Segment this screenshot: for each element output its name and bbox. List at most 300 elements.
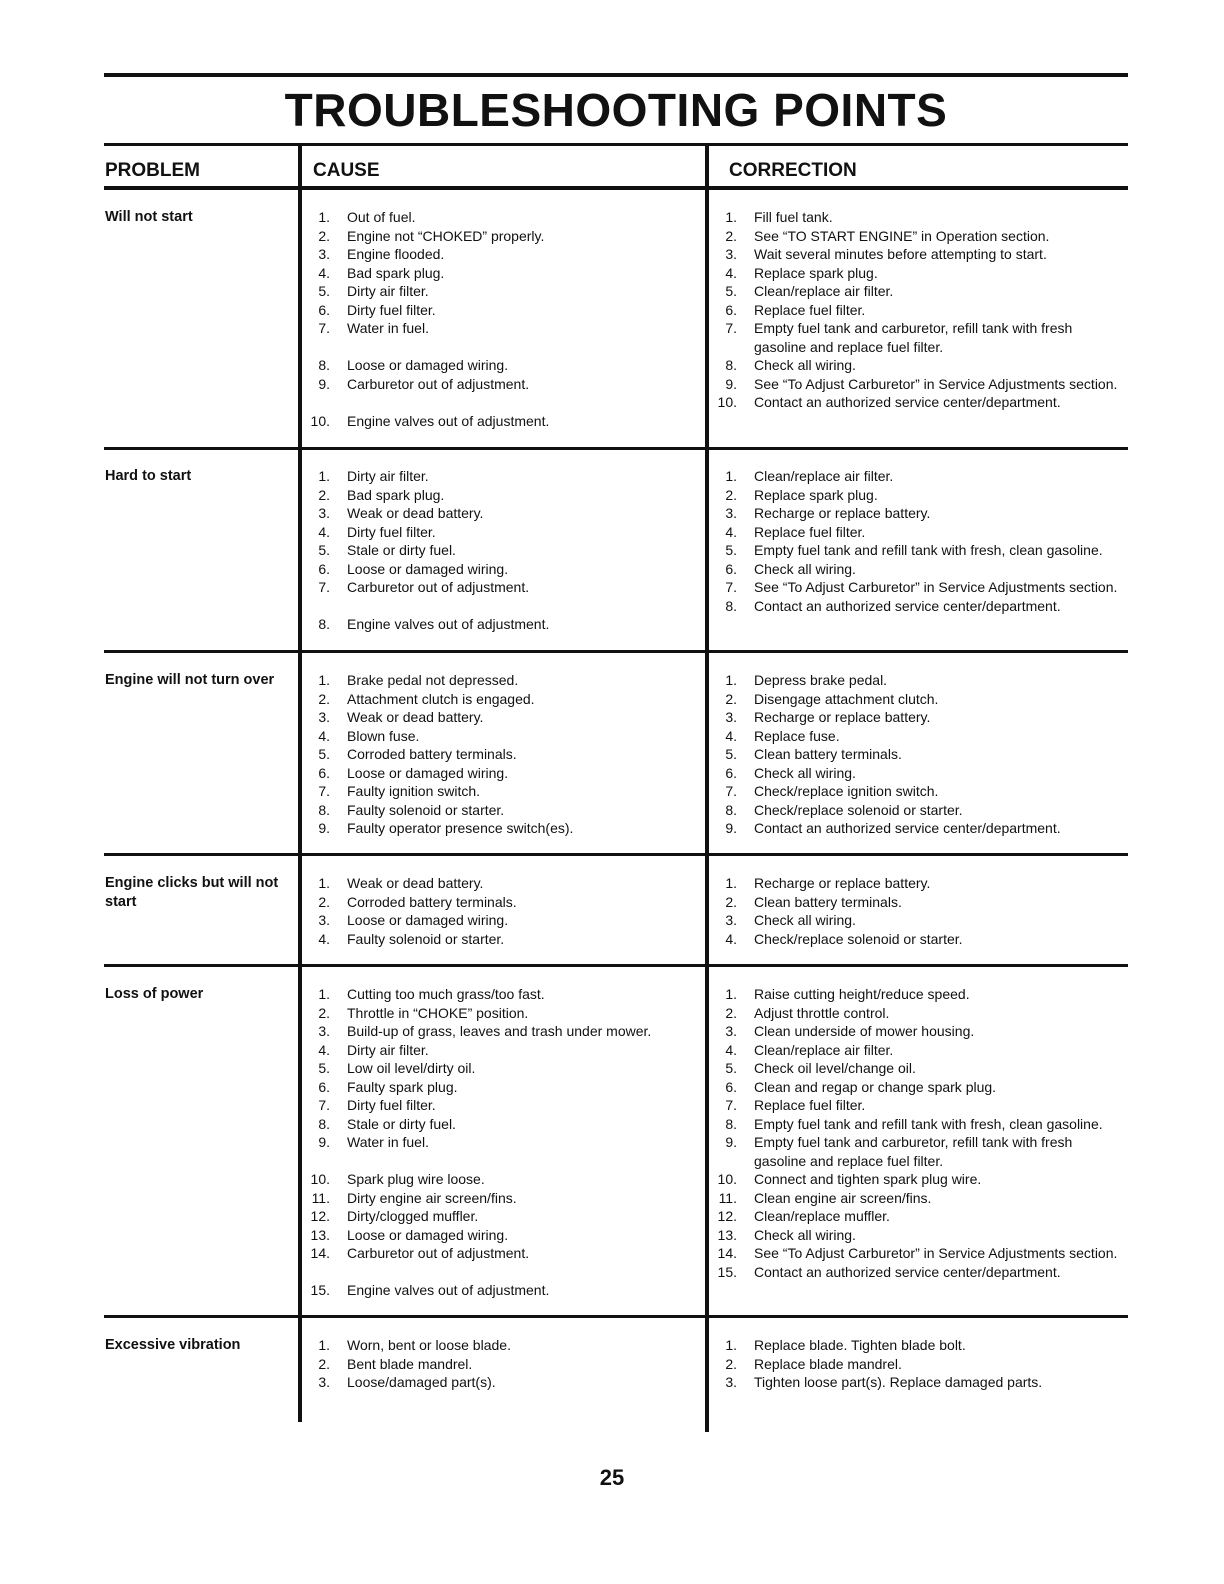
correction-text: Check all wiring. bbox=[754, 1226, 856, 1243]
correction-list bbox=[713, 985, 1123, 1281]
correction-text: Disengage attachment clutch. bbox=[754, 690, 939, 707]
cause-item bbox=[306, 1041, 696, 1060]
correction-item bbox=[713, 1189, 1123, 1208]
correction-text: Check oil level/change oil. bbox=[754, 1060, 916, 1076]
correction-item bbox=[713, 1336, 1123, 1355]
correction-number: 4. bbox=[725, 1041, 737, 1058]
cause-number: 6. bbox=[318, 764, 330, 781]
correction-text: Replace fuel filter. bbox=[754, 523, 866, 540]
correction-item bbox=[713, 1244, 1123, 1263]
cause-item bbox=[306, 208, 696, 227]
correction-number: 1. bbox=[725, 672, 737, 688]
correction-text: Contact an authorized service center/department. bbox=[754, 394, 1061, 410]
cause-item bbox=[306, 504, 696, 523]
cause-text: Loose or damaged wiring. bbox=[347, 560, 509, 577]
cause-item bbox=[306, 801, 696, 820]
cause-number: 2. bbox=[318, 1355, 330, 1372]
page-number: 25 bbox=[599, 1465, 625, 1490]
cause-number: 7. bbox=[318, 1097, 330, 1113]
cause-number: 9. bbox=[318, 820, 330, 836]
cause-item bbox=[306, 486, 696, 505]
cause-text: Engine valves out of adjustment. bbox=[347, 616, 550, 632]
correction-number: 4. bbox=[725, 930, 737, 947]
correction-number: 7. bbox=[725, 320, 737, 336]
correction-list bbox=[713, 671, 1123, 838]
problem-label: Excessive vibration bbox=[105, 1337, 241, 1353]
cause-text: Weak or dead battery. bbox=[347, 709, 484, 725]
correction-item bbox=[713, 504, 1123, 523]
correction-text: Check all wiring. bbox=[754, 912, 856, 928]
cause-number: 10. bbox=[310, 412, 330, 429]
cause-item bbox=[306, 727, 696, 746]
correction-number: 12. bbox=[717, 1208, 737, 1224]
correction-item bbox=[713, 486, 1123, 505]
cause-text: Corroded battery terminals. bbox=[347, 893, 517, 910]
correction-item bbox=[713, 375, 1123, 394]
correction-item bbox=[713, 764, 1123, 783]
correction-text: Check/replace solenoid or starter. bbox=[754, 930, 963, 947]
correction-text: Replace blade. Tighten blade bolt. bbox=[754, 1337, 966, 1353]
correction-text: Clean engine air screen/fins. bbox=[754, 1189, 932, 1206]
correction-number: 5. bbox=[725, 746, 737, 762]
correction-text: Clean and regap or change spark plug. bbox=[754, 1078, 997, 1095]
correction-number: 7. bbox=[725, 579, 737, 595]
cause-item bbox=[306, 911, 696, 930]
cause-number: 1. bbox=[318, 468, 330, 484]
header-rule bbox=[104, 186, 1128, 190]
correction-number: 13. bbox=[717, 1226, 737, 1243]
correction-number: 1. bbox=[725, 1337, 737, 1353]
correction-number: 14. bbox=[717, 1245, 737, 1261]
cause-item bbox=[306, 467, 696, 486]
cause-text: Bad spark plug. bbox=[347, 486, 445, 503]
cause-number: 3. bbox=[318, 505, 330, 521]
cause-number: 3. bbox=[318, 1023, 330, 1039]
cause-text: Loose or damaged wiring. bbox=[347, 764, 509, 781]
cause-item bbox=[306, 227, 696, 246]
cause-item bbox=[306, 1115, 696, 1134]
cause-text: Cutting too much grass/too fast. bbox=[347, 986, 545, 1002]
cause-list bbox=[306, 467, 696, 634]
correction-item bbox=[713, 356, 1123, 375]
cause-list bbox=[306, 874, 696, 948]
cause-item bbox=[306, 708, 696, 727]
correction-item bbox=[713, 1263, 1123, 1282]
correction-item bbox=[713, 819, 1123, 838]
cause-item bbox=[306, 1207, 696, 1226]
cause-number: 5. bbox=[318, 542, 330, 558]
correction-number: 8. bbox=[725, 597, 737, 614]
cause-text: Blown fuse. bbox=[347, 727, 420, 744]
cause-number: 7. bbox=[318, 783, 330, 799]
correction-number: 6. bbox=[725, 301, 737, 318]
cause-number: 3. bbox=[318, 912, 330, 928]
cause-item bbox=[306, 1244, 696, 1263]
cause-text: Loose or damaged wiring. bbox=[347, 912, 509, 928]
cause-item bbox=[306, 1281, 696, 1300]
correction-item bbox=[713, 319, 1123, 356]
cause-text: Corroded battery terminals. bbox=[347, 746, 517, 762]
cause-item bbox=[306, 1355, 696, 1374]
cause-number: 3. bbox=[318, 246, 330, 262]
correction-text: Clean underside of mower housing. bbox=[754, 1023, 975, 1039]
cause-number: 8. bbox=[318, 1115, 330, 1132]
cause-number: 9. bbox=[318, 375, 330, 392]
cause-number: 7. bbox=[318, 320, 330, 336]
correction-text: Check all wiring. bbox=[754, 357, 856, 373]
correction-text: Connect and tighten spark plug wire. bbox=[754, 1171, 982, 1187]
cause-list bbox=[306, 985, 696, 1300]
correction-item bbox=[713, 208, 1123, 227]
cause-item bbox=[306, 930, 696, 949]
correction-number: 3. bbox=[725, 709, 737, 725]
cause-number: 12. bbox=[310, 1208, 330, 1224]
correction-item bbox=[713, 801, 1123, 820]
row-separator bbox=[104, 1315, 1128, 1318]
cause-item bbox=[306, 764, 696, 783]
cause-text: Engine not “CHOKED” properly. bbox=[347, 227, 545, 244]
correction-number: 8. bbox=[725, 357, 737, 373]
cause-number: 4. bbox=[318, 727, 330, 744]
correction-item bbox=[713, 1096, 1123, 1115]
correction-list bbox=[713, 467, 1123, 615]
correction-number: 3. bbox=[725, 1023, 737, 1039]
correction-item bbox=[713, 1170, 1123, 1189]
cause-text: Faulty operator presence switch(es). bbox=[347, 820, 574, 836]
correction-text: Depress brake pedal. bbox=[754, 672, 888, 688]
cause-item bbox=[306, 412, 696, 431]
cause-text: Loose or damaged wiring. bbox=[347, 1226, 509, 1243]
correction-number: 3. bbox=[725, 246, 737, 262]
cause-number: 4. bbox=[318, 264, 330, 281]
correction-text: Check all wiring. bbox=[754, 764, 856, 781]
cause-text: Dirty fuel filter. bbox=[347, 301, 436, 318]
cause-item bbox=[306, 1373, 696, 1392]
cause-text: Water in fuel. bbox=[347, 1134, 429, 1150]
correction-text: Replace fuel filter. bbox=[754, 301, 866, 318]
correction-text: Replace fuel filter. bbox=[754, 1097, 866, 1113]
cause-text: Out of fuel. bbox=[347, 209, 416, 225]
correction-item bbox=[713, 541, 1123, 560]
cause-item bbox=[306, 1022, 696, 1041]
cause-text: Bent blade mandrel. bbox=[347, 1355, 473, 1372]
correction-item bbox=[713, 893, 1123, 912]
cause-text: Carburetor out of adjustment. bbox=[347, 579, 530, 595]
page-title: TROUBLESHOOTING POINTS bbox=[284, 84, 948, 136]
correction-item bbox=[713, 1022, 1123, 1041]
correction-number: 6. bbox=[725, 560, 737, 577]
correction-text: Empty fuel tank and carburetor, refill tank with fresh gasoline and replace fuel filter. bbox=[754, 1134, 1073, 1169]
cause-number: 6. bbox=[318, 560, 330, 577]
cause-number: 14. bbox=[310, 1245, 330, 1261]
correction-number: 2. bbox=[725, 486, 737, 503]
cause-number: 2. bbox=[318, 227, 330, 244]
correction-item bbox=[713, 1207, 1123, 1226]
correction-number: 9. bbox=[725, 1134, 737, 1150]
correction-text: Check/replace ignition switch. bbox=[754, 783, 939, 799]
cause-number: 8. bbox=[318, 801, 330, 818]
cause-text: Dirty fuel filter. bbox=[347, 523, 436, 540]
cause-item bbox=[306, 1170, 696, 1189]
header-problem: PROBLEM bbox=[105, 160, 200, 181]
header-cause: CAUSE bbox=[313, 160, 380, 181]
cause-text: Brake pedal not depressed. bbox=[347, 672, 519, 688]
cause-number: 11. bbox=[311, 1189, 330, 1206]
cause-number: 2. bbox=[318, 893, 330, 910]
correction-item bbox=[713, 282, 1123, 301]
correction-number: 3. bbox=[725, 912, 737, 928]
cause-text: Dirty fuel filter. bbox=[347, 1097, 436, 1113]
cause-text: Loose/damaged part(s). bbox=[347, 1374, 496, 1390]
correction-item bbox=[713, 1059, 1123, 1078]
correction-number: 9. bbox=[725, 820, 737, 836]
correction-text: Tighten loose part(s). Replace damaged parts. bbox=[754, 1374, 1043, 1390]
cause-item bbox=[306, 301, 696, 320]
correction-item bbox=[713, 227, 1123, 246]
problem-label: Loss of power bbox=[105, 986, 204, 1002]
correction-item bbox=[713, 690, 1123, 709]
cause-text: Faulty solenoid or starter. bbox=[347, 801, 505, 818]
cause-item bbox=[306, 1189, 696, 1208]
cause-number: 6. bbox=[318, 1078, 330, 1095]
cause-item bbox=[306, 745, 696, 764]
correction-number: 4. bbox=[725, 727, 737, 744]
cause-text: Dirty engine air screen/fins. bbox=[347, 1189, 517, 1206]
top-rule bbox=[104, 73, 1128, 77]
cause-text: Faulty solenoid or starter. bbox=[347, 930, 505, 947]
cause-number: 7. bbox=[318, 579, 330, 595]
correction-number: 4. bbox=[725, 264, 737, 281]
cause-item bbox=[306, 1133, 696, 1152]
cause-text: Loose or damaged wiring. bbox=[347, 357, 509, 373]
correction-text: Check/replace solenoid or starter. bbox=[754, 801, 963, 818]
cause-text: Spark plug wire loose. bbox=[347, 1171, 485, 1187]
correction-number: 2. bbox=[725, 690, 737, 707]
cause-number: 1. bbox=[318, 986, 330, 1002]
correction-number: 8. bbox=[725, 1115, 737, 1132]
cause-text: Build-up of grass, leaves and trash under mower. bbox=[347, 1023, 652, 1039]
correction-text: Raise cutting height/reduce speed. bbox=[754, 986, 970, 1002]
correction-item bbox=[713, 874, 1123, 893]
cause-item bbox=[306, 560, 696, 579]
cause-number: 2. bbox=[318, 486, 330, 503]
cause-number: 5. bbox=[318, 283, 330, 299]
cause-text: Low oil level/dirty oil. bbox=[347, 1060, 476, 1076]
correction-item bbox=[713, 930, 1123, 949]
cause-item bbox=[306, 1059, 696, 1078]
correction-number: 4. bbox=[725, 523, 737, 540]
row-separator bbox=[104, 853, 1128, 856]
correction-text: Clean/replace air filter. bbox=[754, 1041, 894, 1058]
header-correction: CORRECTION bbox=[729, 160, 857, 181]
correction-item bbox=[713, 671, 1123, 690]
correction-text: Clean battery terminals. bbox=[754, 893, 902, 910]
correction-text: See “TO START ENGINE” in Operation section. bbox=[754, 227, 1050, 244]
correction-text: Replace blade mandrel. bbox=[754, 1355, 902, 1372]
cause-text: Engine valves out of adjustment. bbox=[347, 412, 550, 429]
cause-number: 10. bbox=[310, 1171, 330, 1187]
cause-number: 6. bbox=[318, 301, 330, 318]
correction-item bbox=[713, 467, 1123, 486]
cause-number: 4. bbox=[318, 1041, 330, 1058]
correction-text: See “To Adjust Carburetor” in Service Adjustments section. bbox=[754, 375, 1118, 392]
cause-text: Attachment clutch is engaged. bbox=[347, 690, 535, 707]
correction-text: Replace spark plug. bbox=[754, 264, 878, 281]
cause-item bbox=[306, 819, 696, 838]
cause-text: Faulty ignition switch. bbox=[347, 783, 481, 799]
cause-item bbox=[306, 893, 696, 912]
cause-number: 1. bbox=[318, 1337, 330, 1353]
cause-text: Stale or dirty fuel. bbox=[347, 542, 456, 558]
cause-item bbox=[306, 1078, 696, 1097]
correction-number: 6. bbox=[725, 1078, 737, 1095]
correction-item bbox=[713, 301, 1123, 320]
cause-list bbox=[306, 1336, 696, 1392]
cause-item bbox=[306, 1096, 696, 1115]
correction-item bbox=[713, 1041, 1123, 1060]
correction-item bbox=[713, 1355, 1123, 1374]
correction-number: 1. bbox=[725, 209, 737, 225]
cause-item bbox=[306, 523, 696, 542]
cause-number: 1. bbox=[318, 875, 330, 891]
correction-number: 8. bbox=[725, 801, 737, 818]
correction-item bbox=[713, 708, 1123, 727]
correction-item bbox=[713, 523, 1123, 542]
cause-text: Dirty air filter. bbox=[347, 1041, 429, 1058]
cause-item bbox=[306, 690, 696, 709]
cause-number: 9. bbox=[318, 1134, 330, 1150]
cause-item bbox=[306, 541, 696, 560]
cause-list bbox=[306, 671, 696, 838]
correction-number: 1. bbox=[725, 875, 737, 891]
correction-item bbox=[713, 911, 1123, 930]
cause-item bbox=[306, 319, 696, 338]
cause-item bbox=[306, 615, 696, 634]
correction-text: Empty fuel tank and carburetor, refill tank with fresh gasoline and replace fuel filter. bbox=[754, 320, 1073, 355]
correction-list bbox=[713, 1336, 1123, 1392]
cause-text: Throttle in “CHOKE” position. bbox=[347, 1004, 529, 1021]
correction-text: Contact an authorized service center/department. bbox=[754, 1263, 1061, 1280]
cause-text: Dirty air filter. bbox=[347, 283, 429, 299]
cause-text: Bad spark plug. bbox=[347, 264, 445, 281]
cause-text: Faulty spark plug. bbox=[347, 1078, 458, 1095]
cause-item bbox=[306, 782, 696, 801]
correction-text: Contact an authorized service center/department. bbox=[754, 820, 1061, 836]
correction-number: 2. bbox=[725, 1355, 737, 1372]
cause-text: Engine valves out of adjustment. bbox=[347, 1282, 550, 1298]
correction-number: 2. bbox=[725, 1004, 737, 1021]
correction-number: 2. bbox=[725, 227, 737, 244]
cause-text: Dirty air filter. bbox=[347, 468, 429, 484]
cause-number: 1. bbox=[318, 672, 330, 688]
correction-number: 7. bbox=[725, 783, 737, 799]
correction-text: Empty fuel tank and refill tank with fresh, clean gasoline. bbox=[754, 1115, 1103, 1132]
correction-item bbox=[713, 578, 1123, 597]
correction-number: 9. bbox=[725, 375, 737, 392]
cause-number: 8. bbox=[318, 616, 330, 632]
correction-item bbox=[713, 1115, 1123, 1134]
correction-text: Clean/replace muffler. bbox=[754, 1208, 890, 1224]
correction-item bbox=[713, 393, 1123, 412]
correction-number: 1. bbox=[725, 468, 737, 484]
row-separator bbox=[104, 650, 1128, 653]
correction-text: See “To Adjust Carburetor” in Service Adjustments section. bbox=[754, 579, 1118, 595]
cause-item bbox=[306, 245, 696, 264]
correction-text: Recharge or replace battery. bbox=[754, 709, 931, 725]
correction-number: 7. bbox=[725, 1097, 737, 1113]
correction-item bbox=[713, 264, 1123, 283]
correction-number: 10. bbox=[717, 394, 737, 410]
correction-number: 5. bbox=[725, 542, 737, 558]
cause-item bbox=[306, 1336, 696, 1355]
correction-text: Fill fuel tank. bbox=[754, 209, 833, 225]
correction-text: Empty fuel tank and refill tank with fresh, clean gasoline. bbox=[754, 542, 1103, 558]
correction-item bbox=[713, 1133, 1123, 1170]
column-divider-cause bbox=[298, 146, 302, 1422]
cause-item bbox=[306, 1226, 696, 1245]
column-divider-correction bbox=[705, 146, 709, 1432]
cause-text: Stale or dirty fuel. bbox=[347, 1115, 456, 1132]
problem-label: Engine will not turn over bbox=[105, 672, 275, 688]
correction-item bbox=[713, 1004, 1123, 1023]
correction-item bbox=[713, 1078, 1123, 1097]
correction-text: Wait several minutes before attempting to start. bbox=[754, 246, 1047, 262]
correction-text: Check all wiring. bbox=[754, 560, 856, 577]
cause-item bbox=[306, 356, 696, 375]
cause-item bbox=[306, 671, 696, 690]
correction-number: 15. bbox=[717, 1263, 737, 1280]
cause-number: 8. bbox=[318, 357, 330, 373]
correction-list bbox=[713, 874, 1123, 948]
correction-number: 5. bbox=[725, 283, 737, 299]
cause-text: Weak or dead battery. bbox=[347, 505, 484, 521]
cause-item bbox=[306, 282, 696, 301]
cause-number: 4. bbox=[318, 930, 330, 947]
correction-text: See “To Adjust Carburetor” in Service Adjustments section. bbox=[754, 1245, 1118, 1261]
correction-text: Clean battery terminals. bbox=[754, 746, 902, 762]
correction-text: Recharge or replace battery. bbox=[754, 505, 931, 521]
cause-text: Engine flooded. bbox=[347, 246, 445, 262]
correction-item bbox=[713, 245, 1123, 264]
correction-list bbox=[713, 208, 1123, 412]
cause-number: 3. bbox=[318, 1374, 330, 1390]
correction-text: Recharge or replace battery. bbox=[754, 875, 931, 891]
cause-item bbox=[306, 578, 696, 597]
cause-number: 15. bbox=[310, 1282, 330, 1298]
correction-item bbox=[713, 1373, 1123, 1392]
problem-label: Hard to start bbox=[105, 468, 192, 484]
cause-number: 1. bbox=[318, 209, 330, 225]
cause-number: 5. bbox=[318, 746, 330, 762]
cause-item bbox=[306, 375, 696, 394]
cause-number: 2. bbox=[318, 1004, 330, 1021]
correction-text: Replace fuse. bbox=[754, 727, 840, 744]
cause-text: Water in fuel. bbox=[347, 320, 429, 336]
correction-item bbox=[713, 985, 1123, 1004]
correction-number: 2. bbox=[725, 893, 737, 910]
correction-text: Contact an authorized service center/department. bbox=[754, 597, 1061, 614]
correction-item bbox=[713, 745, 1123, 764]
correction-number: 10. bbox=[717, 1171, 737, 1187]
row-separator bbox=[104, 447, 1128, 450]
cause-number: 4. bbox=[318, 523, 330, 540]
correction-number: 6. bbox=[725, 764, 737, 781]
cause-text: Carburetor out of adjustment. bbox=[347, 1245, 530, 1261]
cause-item bbox=[306, 1004, 696, 1023]
correction-item bbox=[713, 727, 1123, 746]
correction-text: Adjust throttle control. bbox=[754, 1004, 890, 1021]
cause-text: Dirty/clogged muffler. bbox=[347, 1208, 479, 1224]
